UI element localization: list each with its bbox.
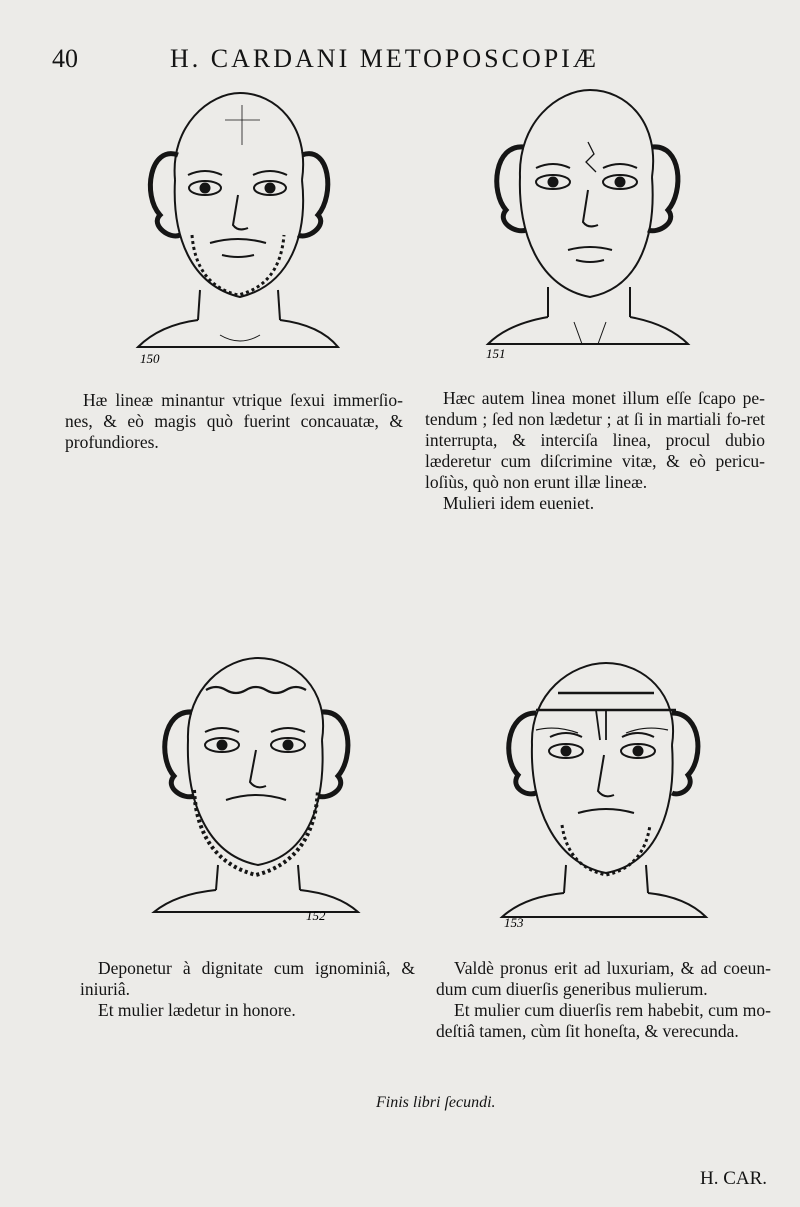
caption-151-text: Hæc autem linea monet illum eſſe ſcapo pe-tendum ; ſed non lædetur ; at ſi in martiali fo-ret interrupta, & interciſa linea, procul dubio læderetur cum diſcrimine vitæ, & eò pericu-loſiùs, quò non erunt illæ lineæ. [425, 388, 765, 492]
figure-153 [496, 655, 716, 935]
finis-line: Finis libri ſecundi. [376, 1094, 496, 1111]
caption-153-text-2: Et mulier cum diuerſis rem habebit, cum mo-deſtiâ tamen, cùm ſit honeſta, & verecunda. [436, 1000, 771, 1041]
figure-152 [148, 650, 368, 930]
running-title: H. CARDANI METOPOSCOPIÆ [170, 44, 599, 73]
caption-152-text: Deponetur à dignitate cum ignominiâ, & iniuriâ. [80, 958, 415, 999]
figure-number-150: 150 [140, 351, 160, 366]
woodcut-head-151 [478, 82, 698, 367]
woodcut-head-153 [496, 655, 716, 935]
caption-150 [65, 390, 403, 453]
figure-number-151: 151 [486, 346, 506, 361]
figure-151 [478, 82, 698, 367]
catchword: H. CAR. [700, 1168, 768, 1189]
woodcut-head-150 [130, 85, 350, 370]
caption-153 [436, 958, 771, 1042]
figure-number-153: 153 [504, 915, 524, 930]
caption-151 [425, 388, 765, 514]
figure-number-152: 152 [306, 908, 326, 923]
woodcut-head-152 [148, 650, 368, 930]
caption-153-text: Valdè pronus erit ad luxuriam, & ad coeun-dum cum diuerſis generibus mulierum. [436, 958, 771, 999]
caption-151-text-2: Mulieri idem eueniet. [443, 493, 595, 513]
caption-152-text-2: Et mulier lædetur in honore. [98, 1000, 296, 1020]
caption-152 [80, 958, 415, 1021]
page-number: 40 [52, 44, 78, 73]
figure-150 [130, 85, 350, 370]
caption-150-text: Hæ lineæ minantur vtrique ſexui immerſio-nes, & eò magis quò fuerint concauatæ, & profundiores. [65, 390, 403, 452]
